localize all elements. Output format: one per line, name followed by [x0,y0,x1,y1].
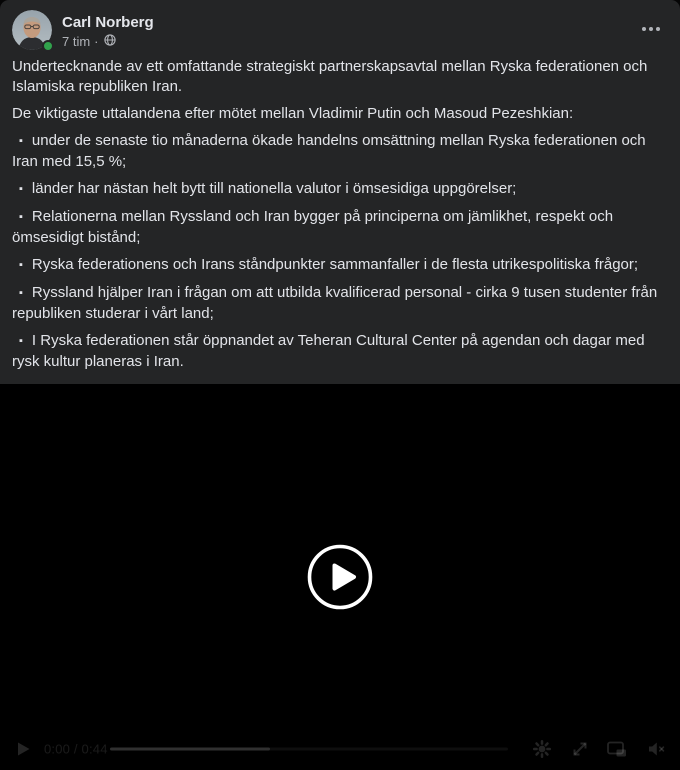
volume-muted-icon [646,739,668,759]
post-header [0,0,680,53]
gear-icon [532,739,552,759]
author-name[interactable]: Carl Norberg [62,14,154,31]
progress-bar[interactable] [110,748,508,751]
fullscreen-icon [570,739,590,759]
bullet-icon: ▪ [19,135,23,147]
picture-in-picture-icon [606,739,628,759]
post-paragraph: Undertecknande av ett omfattande strategiskt partnerskapsavtal mellan Ryska federationen och Islamiska republiken Iran. [12,58,648,95]
progress-elapsed [110,748,270,751]
bullet-item: ▪ länder har nästan helt bytt till nationella valutor i ömsesidiga uppgörelser; [12,179,668,200]
post-subline [62,34,638,50]
post-body [0,53,680,372]
avatar[interactable] [12,10,52,50]
post-paragraph: De viktigaste uttalandena efter mötet mellan Vladimir Putin och Masoud Pezeshkian: [12,105,574,122]
globe-icon [104,34,116,50]
bullet-icon: ▪ [19,335,23,347]
more-options-button[interactable] [638,21,664,37]
fullscreen-button[interactable] [570,739,590,759]
post-card [0,0,680,384]
play-icon [14,740,32,758]
bullet-item: ▪ I Ryska federationen står öppnandet av Teheran Cultural Center på agendan och dagar med rysk kultur planeras i Iran. [12,332,645,370]
bullet-item: ▪ Ryska federationens och Irans ståndpunkter sammanfaller i de flesta utrikespolitiska frågor; [12,255,668,276]
bullet-icon: ▪ [19,259,23,271]
online-status-indicator [42,40,54,52]
time-display: 0:00 / 0:44 [44,741,108,757]
video-control-bar [0,728,680,770]
picture-in-picture-button[interactable] [606,739,628,759]
ellipsis-icon [642,27,646,31]
bullet-icon: ▪ [19,287,23,299]
timestamp[interactable]: 7 tim [62,34,91,49]
volume-button[interactable] [646,739,668,759]
play-circle-icon [306,543,374,611]
bullet-item: ▪ under de senaste tio månaderna ökade handelns omsättning mellan Ryska federationen och Iran med 15,5 %; [12,132,646,170]
header-meta [62,10,638,50]
settings-button[interactable] [532,739,552,759]
bullet-icon: ▪ [19,183,23,195]
play-button-overlay[interactable] [306,543,374,611]
play-button[interactable] [14,740,32,758]
video-player[interactable] [0,384,680,770]
bullet-item: ▪ Ryssland hjälper Iran i frågan om att utbilda kvalificerad personal - cirka 9 tusen studenter från republiken studerar i vårt land; [12,284,658,322]
bullet-icon: ▪ [19,211,23,223]
bullet-item: ▪ Relationerna mellan Ryssland och Iran bygger på principerna om jämlikhet, respekt och ömsesidigt bistånd; [12,208,614,246]
meta-separator: · [94,34,99,49]
